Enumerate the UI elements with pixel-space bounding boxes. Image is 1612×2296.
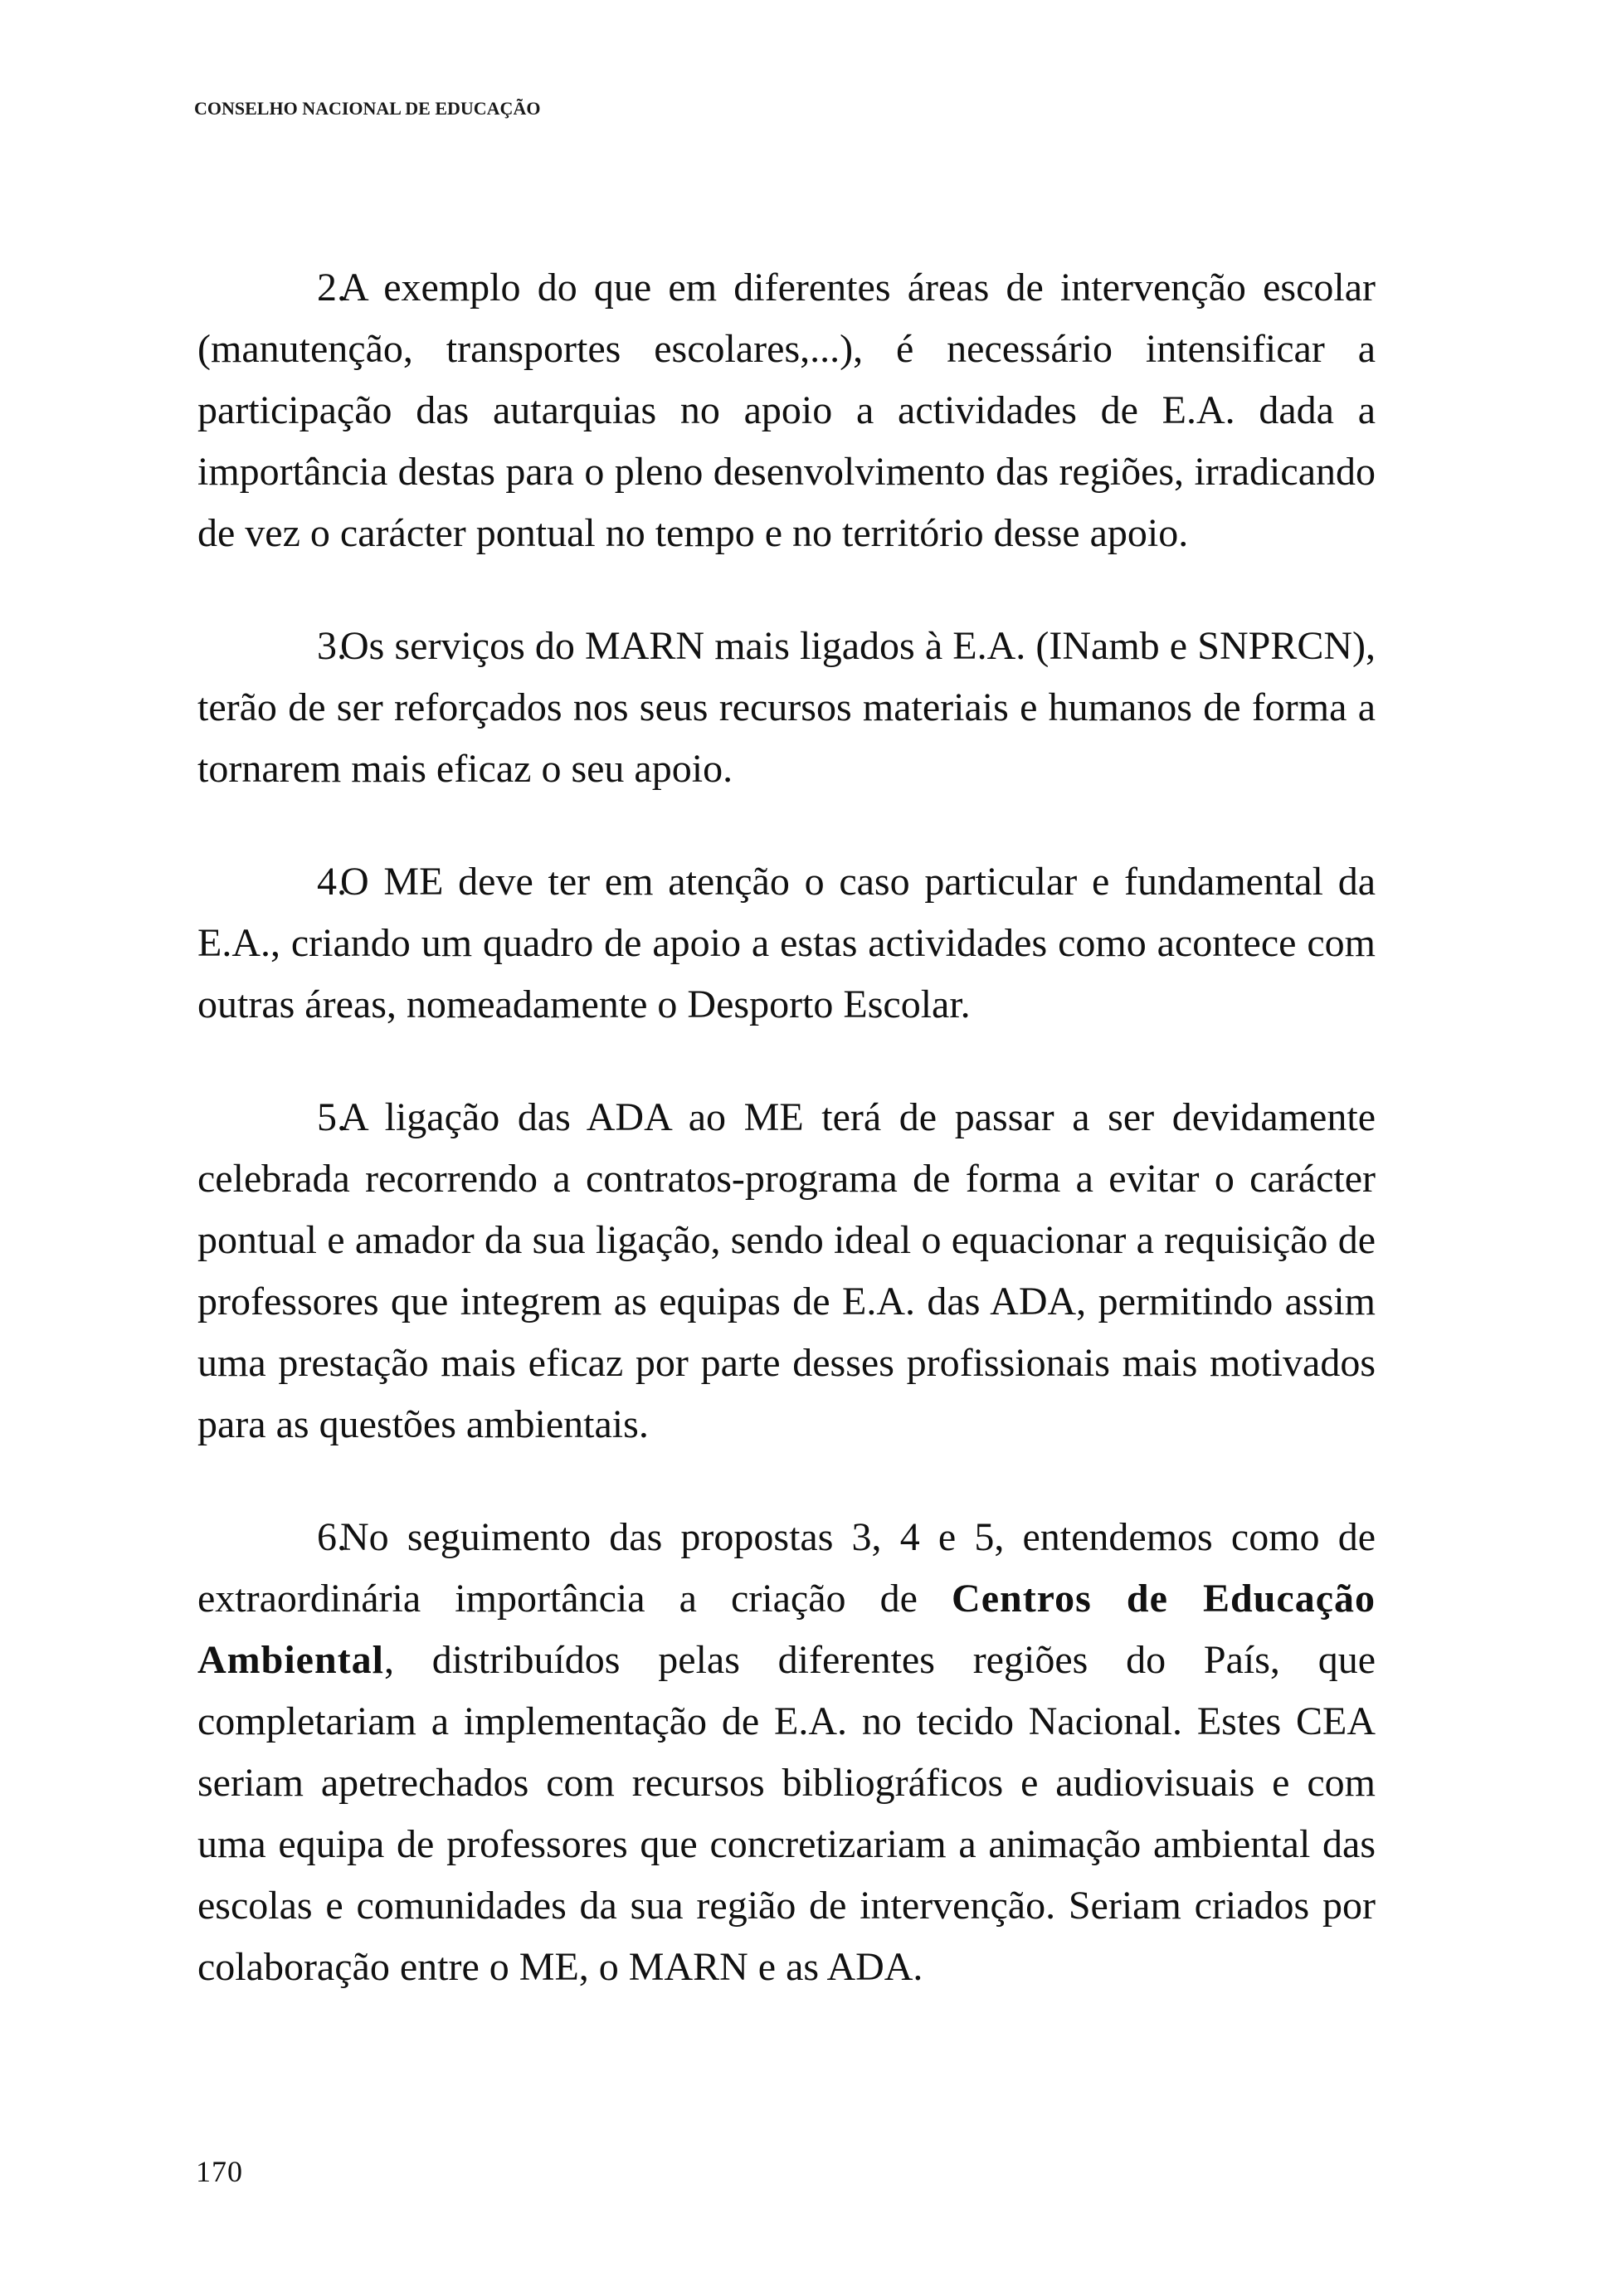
paragraph-text-after: , distribuídos pelas diferentes regiões do País, que completariam a implementação de E.A. no tecido Nacional. Estes CEA seriam apetrechados com recursos bibliográficos e audiovisuais e com uma equipa de professores que concretizariam a animação ambiental das escolas e comunidades da sua região de intervenção. Seriam criados por colaboração entre o ME, o MARN e as ADA. [197, 1638, 1376, 1989]
paragraph-text: A ligação das ADA ao ME terá de passar a ser devidamente celebrada recorrendo a contratos-programa de forma a evitar o carácter pontual e amador da sua ligação, sendo ideal o equacionar a requisição de professores que integrem as equipas de E.A. das ADA, permitindo assim uma prestação mais eficaz por parte desses profissionais mais motivados para as questões ambientais. [197, 1095, 1376, 1446]
paragraph-number: 4. [317, 860, 347, 904]
paragraph-text: A exemplo do que em diferentes áreas de intervenção escolar (manutenção, transportes escolares,...), é necessário intensificar a participação das autarquias no apoio a actividades de E.A. dada a importância destas para o pleno desenvolvimento das regiões, irradicando de vez o carácter pontual no tempo e no território desse apoio. [197, 266, 1376, 555]
emphasized-term: Centros de Educação Ambiental [197, 1577, 1376, 1682]
paragraph-2 [197, 257, 1376, 564]
paragraph-number: 6. [317, 1515, 347, 1559]
paragraph-3 [197, 616, 1376, 800]
paragraph-text: O ME deve ter em atenção o caso particular e fundamental da E.A., criando um quadro de apoio a estas actividades como acontece com outras áreas, nomeadamente o Desporto Escolar. [197, 860, 1376, 1026]
paragraph-6 [197, 1507, 1376, 1998]
paragraph-number: 5. [317, 1095, 347, 1139]
running-header: CONSELHO NACIONAL DE EDUCAÇÃO [194, 98, 541, 119]
paragraph-text: Os serviços do MARN mais ligados à E.A. (INamb e SNPRCN), terão de ser reforçados nos seus recursos materiais e humanos de forma a tornarem mais eficaz o seu apoio. [197, 624, 1376, 791]
page-number: 170 [196, 2155, 243, 2188]
paragraph-text-before: No seguimento das propostas 3, 4 e 5, entendemos como de extraordinária importância a criação de [197, 1515, 1376, 1621]
document-body [197, 257, 1376, 2050]
paragraph-number: 3. [317, 624, 347, 668]
paragraph-5 [197, 1087, 1376, 1455]
paragraph-number: 2. [317, 266, 347, 310]
paragraph-4 [197, 851, 1376, 1036]
